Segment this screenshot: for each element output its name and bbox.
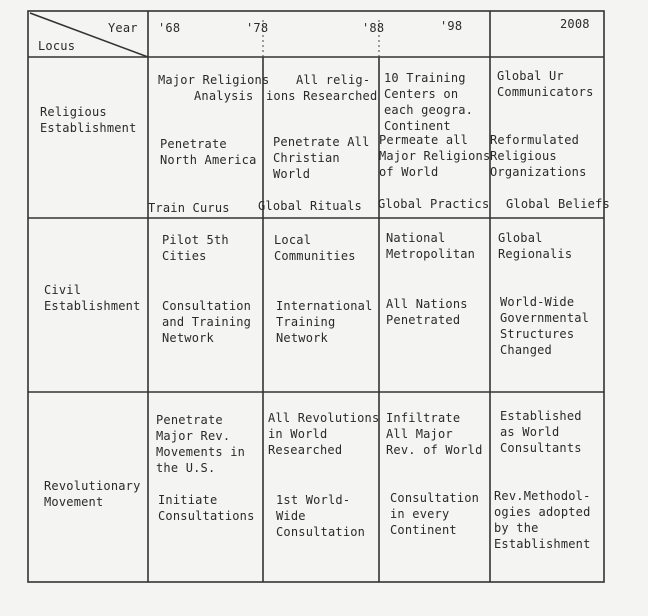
religious-cell-88: 10 Training Centers on each geogra. Continent — [384, 71, 474, 133]
year-label: Year — [108, 21, 138, 35]
civil-cell-78: Local Communities — [274, 233, 356, 263]
revolutionary-cell-98-2: Rev.Methodol- ogies adopted by the Establishment — [494, 489, 591, 551]
religious-cell-78-b: ions Researched — [266, 89, 378, 103]
year-2008: 2008 — [560, 17, 590, 31]
religious-cell-68-a: Major Religions — [158, 73, 270, 87]
row-label-civil: Civil Establishment — [44, 283, 141, 313]
locus-label: Locus — [38, 39, 76, 53]
row-label-revolutionary: Revolutionary Movement — [44, 479, 141, 509]
religious-cell-78-2: Penetrate All Christian World — [273, 135, 370, 181]
revolutionary-cell-98: Established as World Consultants — [500, 409, 582, 455]
religious-cell-78-a: All relig- — [296, 73, 371, 87]
religious-milestone-3: Global Practics — [378, 197, 490, 211]
religious-cell-98: Global Ur Communicators — [497, 69, 594, 99]
religious-milestone-4: Global Beliefs — [506, 197, 610, 211]
year-78: '78 — [246, 21, 269, 35]
religious-cell-68-2: Penetrate North America — [160, 137, 257, 167]
revolutionary-cell-78: All Revolutions in World Researched — [268, 411, 380, 457]
religious-cell-68-b: Analysis — [194, 89, 254, 103]
revolutionary-cell-88-2: Consultation in every Continent — [390, 491, 480, 537]
revolutionary-cell-88: Infiltrate All Major Rev. of World — [386, 411, 483, 457]
civil-cell-88-2: All Nations Penetrated — [386, 297, 468, 327]
year-98: '98 — [440, 19, 463, 33]
civil-cell-78-2: International Training Network — [276, 299, 373, 345]
civil-cell-68-2: Consultation and Training Network — [162, 299, 252, 345]
religious-milestone-1: Train Curus — [148, 201, 230, 215]
year-68: '68 — [158, 21, 181, 35]
revolutionary-cell-68-2: Initiate Consultations — [158, 493, 255, 523]
religious-milestone-2: Global Rituals — [258, 199, 362, 213]
revolutionary-cell-78-2: 1st World- Wide Consultation — [276, 493, 366, 539]
religious-cell-88-2: Permeate all Major Religions of World — [379, 133, 491, 179]
religious-cell-98-2: Reformulated Religious Organizations — [490, 133, 587, 179]
year-88: '88 — [362, 21, 385, 35]
civil-cell-98-2: World-Wide Governmental Structures Changed — [500, 295, 590, 357]
civil-cell-88: National Metropolitan — [386, 231, 476, 261]
civil-cell-68: Pilot 5th Cities — [162, 233, 229, 263]
civil-cell-98: Global Regionalis — [498, 231, 573, 261]
revolutionary-cell-68: Penetrate Major Rev. Movements in the U.S. — [156, 413, 246, 475]
row-label-religious: Religious Establishment — [40, 105, 137, 135]
